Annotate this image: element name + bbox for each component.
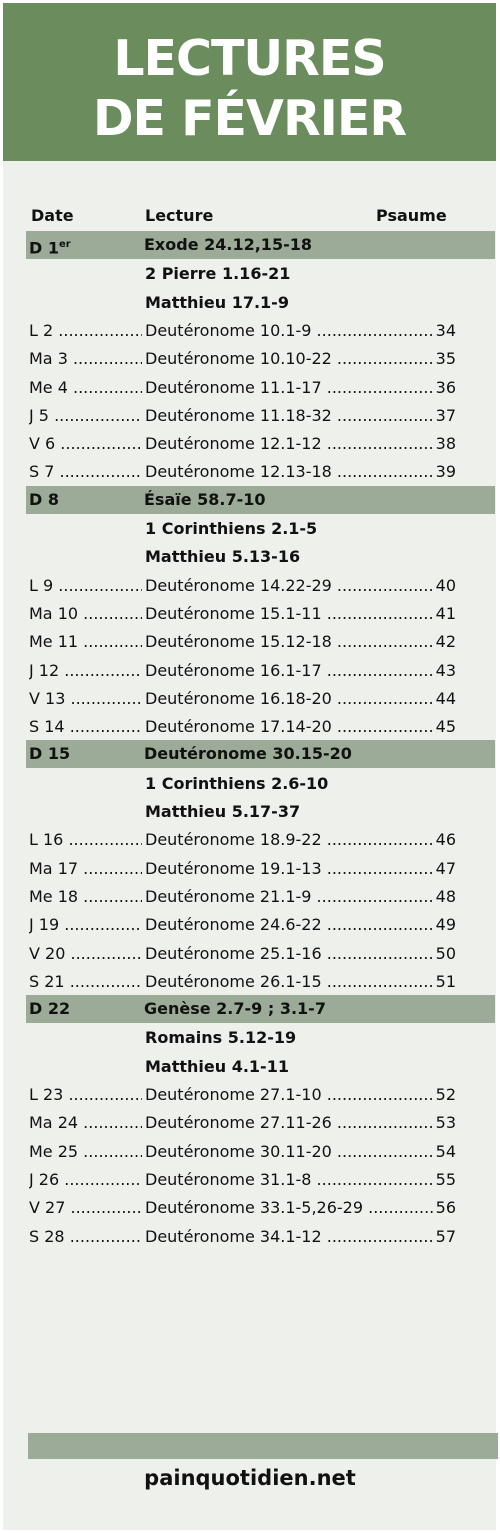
reading-date: S 21 ..... [29,972,142,992]
reading-date: Me 18 ..... [29,887,142,907]
reading-date: Ma 17 ..... [29,859,142,879]
footer-bar [28,1433,498,1459]
reading-row [0,939,496,967]
sunday-extra-reading: 2 Pierre 1.16-21 [145,264,291,284]
psalm-number: 48 [435,886,456,906]
reading-date: Me 25 ..... [29,1142,142,1162]
reading-row [0,344,496,372]
reading-passage: Deutéronome 11.1-17 ..... [145,378,433,398]
sunday-row [26,995,495,1023]
sunday-extra-row [0,1052,496,1080]
reading-passage: Deutéronome 34.1-12 ..... [145,1227,433,1247]
reading-passage: Deutéronome 30.11-20 ..... [145,1142,433,1162]
reading-row [0,910,496,938]
reading-row [0,401,496,429]
psalm-number: 47 [435,858,456,878]
sunday-extra-row [0,259,496,287]
sunday-date: D 22 [29,999,71,1019]
psalm-number: 49 [435,915,456,935]
reading-row [0,316,496,344]
reading-date: S 28 ..... [29,1227,142,1247]
psalm-number: 39 [435,462,456,482]
reading-date: Me 4 ..... [29,378,142,398]
reading-passage: Deutéronome 14.22-29 ..... [145,576,433,596]
reading-passage: Deutéronome 26.1-15 ..... [145,972,433,992]
reading-passage: Deutéronome 15.12-18 ..... [145,632,433,652]
reading-passage: Deutéronome 10.1-9 ..... [145,321,433,341]
reading-passage: Deutéronome 19.1-13 ..... [145,859,433,879]
sunday-extra-reading: Matthieu 4.1-11 [145,1056,289,1076]
sunday-reading: Deutéronome 30.15-20 [144,744,352,764]
reading-passage: Deutéronome 27.1-10 ..... [145,1085,433,1105]
reading-passage: Deutéronome 21.1-9 ..... [145,887,433,907]
reading-passage: Deutéronome 27.11-26 ..... [145,1113,433,1133]
reading-passage: Deutéronome 12.1-12 ..... [145,434,433,454]
reading-passage: Deutéronome 11.18-32 ..... [145,406,433,426]
sunday-row [26,486,495,514]
reading-row [0,373,496,401]
reading-passage: Deutéronome 16.18-20 ..... [145,689,433,709]
date-superscript: er [58,239,71,250]
reading-passage: Deutéronome 12.13-18 ..... [145,462,433,482]
reading-row [0,967,496,995]
sunday-extra-reading: Romains 5.12-19 [145,1028,297,1048]
reading-date: Me 11 ..... [29,632,142,652]
psalm-number: 46 [435,830,456,850]
psalm-number: 37 [435,405,456,425]
reading-passage: Deutéronome 17.14-20 ..... [145,717,433,737]
sunday-extra-reading: 1 Corinthiens 2.6-10 [145,773,329,793]
reading-passage: Deutéronome 15.1-11 ..... [145,604,433,624]
sunday-extra-row [0,542,496,570]
psalm-number: 53 [435,1113,456,1133]
psalm-number: 50 [435,943,456,963]
psalm-number: 40 [435,575,456,595]
sunday-reading: Ésaïe 58.7-10 [144,489,266,509]
reading-passage: Deutéronome 31.1-8 ..... [145,1170,433,1190]
psalm-number: 34 [435,320,456,340]
sunday-extra-reading: Matthieu 5.13-16 [145,547,301,567]
sunday-extra-row [0,514,496,542]
reading-row [0,571,496,599]
psalm-number: 56 [435,1198,456,1218]
sunday-date: D 1er [29,238,71,258]
reading-row [0,429,496,457]
sunday-extra-reading: 1 Corinthiens 2.1-5 [145,519,318,538]
psalm-number: 57 [435,1226,456,1246]
reading-row [0,599,496,627]
psalm-number: 36 [435,377,456,397]
column-header-psaume: Psaume [376,206,447,225]
reading-passage: Deutéronome 25.1-16 ..... [145,944,433,964]
reading-row [0,684,496,712]
reading-date: V 20 ..... [29,944,142,964]
reading-date: S 14 ..... [29,717,142,737]
reading-date: Ma 24 ..... [29,1113,142,1133]
reading-date: Ma 3 ..... [29,349,142,369]
sunday-extra-reading: Matthieu 5.17-37 [145,802,301,821]
reading-row [0,854,496,882]
column-header-date: Date [31,206,74,225]
reading-date: J 26 ..... [29,1170,142,1190]
reading-row [0,1165,496,1193]
psalm-number: 52 [435,1085,456,1104]
reading-date: Ma 10 ..... [29,604,142,624]
reading-date: J 19 ..... [29,915,142,935]
reading-date: V 27 ..... [29,1198,142,1218]
reading-date: J 5 ..... [29,406,142,426]
reading-date: J 12 ..... [29,661,142,681]
reading-passage: Deutéronome 16.1-17 ..... [145,661,433,681]
sunday-extra-reading: Matthieu 17.1-9 [145,292,289,312]
psalm-number: 35 [435,349,456,369]
reading-date: V 13 ..... [29,689,142,709]
reading-date: L 9 ..... [29,576,142,596]
column-header-lecture: Lecture [145,206,214,225]
reading-date: L 16 ..... [29,830,142,850]
sunday-extra-row [0,1023,496,1051]
reading-row [0,1080,496,1108]
reading-passage: Deutéronome 18.9-22 ..... [145,830,433,850]
reading-date: S 7 ..... [29,462,142,482]
psalm-number: 54 [435,1141,456,1161]
reading-row [0,457,496,485]
reading-row [0,1222,496,1250]
psalm-number: 45 [435,717,456,737]
psalm-number: 38 [435,434,456,454]
reading-row [0,627,496,655]
psalm-number: 43 [435,660,456,680]
reading-date: V 6 ..... [29,434,142,454]
psalm-number: 44 [435,688,456,708]
title-banner [3,3,496,161]
sunday-reading: Exode 24.12,15-18 [144,235,312,254]
reading-row [0,656,496,684]
psalm-number: 55 [435,1169,456,1189]
reading-row [0,825,496,853]
sunday-extra-row [0,288,496,316]
sunday-row [26,231,495,259]
reading-passage: Deutéronome 24.6-22 ..... [145,915,433,935]
website-url: painquotidien.net [144,1466,356,1490]
reading-row [0,1193,496,1221]
sunday-row [26,740,495,768]
reading-row [0,712,496,740]
title-line-1: LECTURES [113,30,386,87]
sunday-extra-row [0,797,496,825]
sunday-date: D 8 [29,489,59,509]
sunday-reading: Genèse 2.7-9 ; 3.1-7 [144,999,326,1019]
reading-date: L 23 ..... [29,1085,142,1105]
psalm-number: 42 [435,632,456,652]
psalm-number: 41 [435,603,456,623]
psalm-number: 51 [435,971,456,991]
reading-passage: Deutéronome 33.1-5,26-29 ..... [145,1198,433,1218]
reading-row [0,882,496,910]
sunday-date: D 15 [29,744,71,764]
reading-date: L 2 ..... [29,321,142,341]
reading-row [0,1137,496,1165]
title-line-2: DE FÉVRIER [92,90,407,147]
reading-row [0,1108,496,1136]
sunday-extra-row [0,769,496,797]
reading-passage: Deutéronome 10.10-22 ..... [145,349,433,369]
